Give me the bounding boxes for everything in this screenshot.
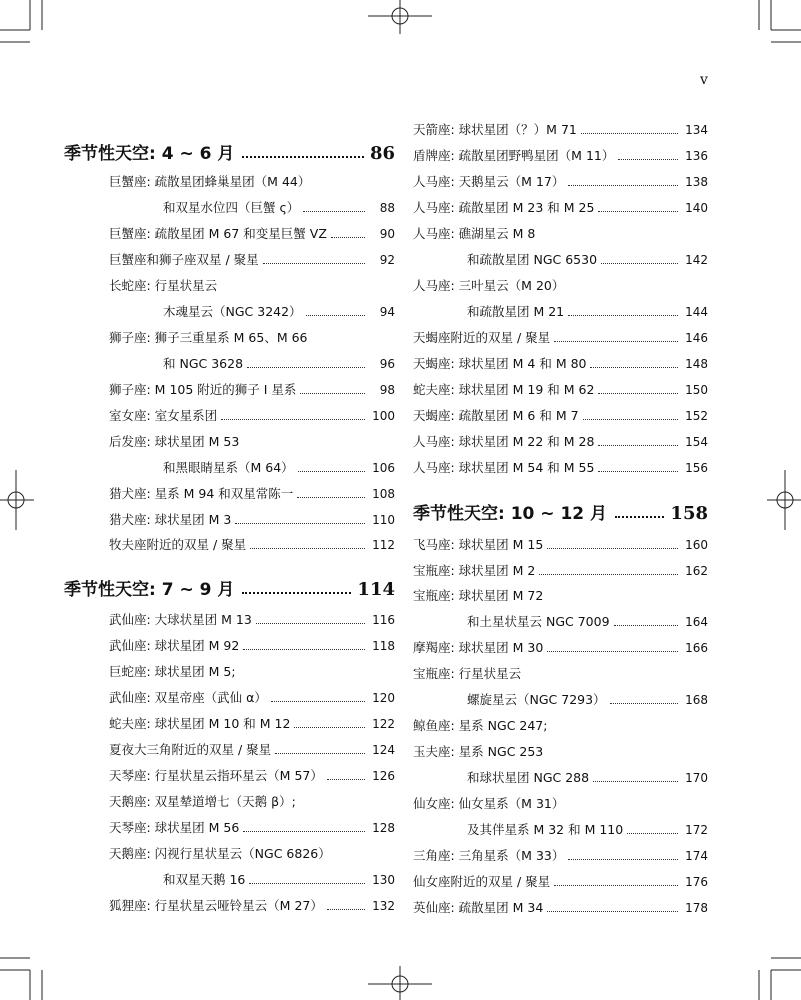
entry-title: 武仙座: 大球状星团 M 13 — [109, 612, 252, 627]
section-heading[interactable] — [64, 574, 395, 600]
toc-entry[interactable] — [413, 404, 708, 424]
entry-page-number: 160 — [685, 538, 708, 552]
toc-entry[interactable] — [413, 170, 708, 190]
entry-page-number: 148 — [685, 357, 708, 371]
dot-leader — [539, 574, 678, 575]
dot-leader — [568, 315, 678, 316]
entry-title: 人马座: 疏散星团 M 23 和 M 25 — [413, 200, 595, 215]
entry-page-number: 162 — [685, 564, 708, 578]
dot-leader — [327, 779, 365, 780]
entry-title: 和疏散星团 NGC 6530 — [467, 252, 598, 267]
toc-entry[interactable] — [109, 248, 395, 268]
toc-entry[interactable] — [109, 790, 395, 810]
toc-entry[interactable] — [467, 766, 708, 786]
dot-leader — [294, 727, 365, 728]
entry-page-number: 132 — [372, 899, 395, 913]
dot-leader — [242, 156, 364, 158]
entry-title: 鲸鱼座: 星系 NGC 247; — [413, 718, 548, 733]
entry-page-number: 144 — [685, 305, 708, 319]
toc-entry[interactable] — [413, 274, 708, 294]
entry-page-number: 128 — [372, 821, 395, 835]
dot-leader — [581, 133, 678, 134]
entry-title: 巨蟹座和狮子座双星 / 聚星 — [109, 252, 259, 267]
toc-entry[interactable] — [413, 584, 708, 604]
toc-entry[interactable] — [413, 896, 708, 916]
dot-leader — [303, 211, 365, 212]
toc-entry[interactable] — [109, 222, 395, 242]
entry-page-number: 112 — [372, 538, 395, 552]
entry-title: 猎犬座: 球状星团 M 3 — [109, 512, 232, 527]
entry-title: 猎犬座: 星系 M 94 和双星常陈一 — [109, 486, 294, 501]
entry-title: 天琴座: 球状星团 M 56 — [109, 820, 240, 835]
toc-entry[interactable] — [163, 300, 395, 320]
toc-entry[interactable] — [109, 274, 395, 294]
toc-entry[interactable] — [413, 196, 708, 216]
entry-page-number: 146 — [685, 331, 708, 345]
section-title: 季节性天空: 7 ~ 9 月 — [64, 580, 235, 600]
entry-title: 巨蟹座: 疏散星团 M 67 和变星巨蟹 VZ — [109, 226, 327, 241]
toc-entry[interactable] — [109, 660, 395, 680]
entry-title: 和疏散星团 M 21 — [467, 304, 565, 319]
entry-title: 和土星状星云 NGC 7009 — [467, 614, 610, 629]
dot-leader — [221, 419, 365, 420]
toc-entry[interactable] — [413, 533, 708, 553]
toc-entry[interactable] — [109, 430, 395, 450]
entry-title: 蛇夫座: 球状星团 M 10 和 M 12 — [109, 716, 291, 731]
dot-leader — [263, 263, 365, 264]
entry-page-number: 172 — [685, 823, 708, 837]
entry-title: 和黑眼睛星系（M 64） — [163, 460, 294, 475]
dot-leader — [297, 497, 365, 498]
entry-page-number: 152 — [685, 409, 708, 423]
entry-title: 室女座: 室女星系团 — [109, 408, 218, 423]
toc-entry[interactable] — [109, 608, 395, 628]
entry-title: 人马座: 球状星团 M 22 和 M 28 — [413, 434, 595, 449]
dot-leader — [247, 367, 365, 368]
section-heading[interactable] — [64, 138, 395, 164]
toc-entry[interactable] — [109, 712, 395, 732]
entry-page-number: 120 — [372, 691, 395, 705]
entry-title: 和球状星团 NGC 288 — [467, 770, 590, 785]
toc-entry[interactable] — [413, 118, 708, 138]
entry-title: 蛇夫座: 球状星团 M 19 和 M 62 — [413, 382, 595, 397]
section-page-number: 114 — [357, 579, 395, 600]
entry-page-number: 150 — [685, 383, 708, 397]
page-folio: v — [700, 72, 708, 88]
toc-entry[interactable] — [109, 738, 395, 758]
dot-leader — [327, 909, 365, 910]
toc-entry[interactable] — [467, 300, 708, 320]
section-page-number: 86 — [369, 143, 395, 164]
entry-title: 天蝎座附近的双星 / 聚星 — [413, 330, 551, 345]
section-heading[interactable] — [413, 498, 708, 524]
entry-title: 宝瓶座: 行星状星云 — [413, 666, 522, 681]
entry-page-number: 168 — [685, 693, 708, 707]
dot-leader — [614, 625, 678, 626]
toc-entry[interactable] — [413, 792, 708, 812]
entry-page-number: 116 — [372, 613, 395, 627]
entry-page-number: 130 — [372, 873, 395, 887]
dot-leader — [306, 315, 365, 316]
toc-entry[interactable] — [163, 456, 395, 476]
dot-leader — [583, 419, 678, 420]
entry-title: 天琴座: 行星状星云指环星云（M 57） — [109, 768, 323, 783]
dot-leader — [590, 367, 678, 368]
entry-title: 及其伴星系 M 32 和 M 110 — [467, 822, 624, 837]
entry-page-number: 126 — [372, 769, 395, 783]
toc-entry[interactable] — [413, 456, 708, 476]
dot-leader — [243, 831, 365, 832]
dot-leader — [598, 445, 678, 446]
dot-leader — [568, 185, 678, 186]
entry-title: 夏夜大三角附近的双星 / 聚星 — [109, 742, 272, 757]
dot-leader — [235, 523, 365, 524]
entry-page-number: 98 — [379, 383, 395, 397]
entry-page-number: 138 — [685, 175, 708, 189]
toc-entry[interactable] — [163, 868, 395, 888]
entry-title: 长蛇座: 行星状星云 — [109, 278, 218, 293]
toc-entry[interactable] — [413, 662, 708, 682]
entry-title: 牧夫座附近的双星 / 聚星 — [109, 537, 247, 552]
dot-leader — [554, 341, 678, 342]
toc-entry[interactable] — [413, 352, 708, 372]
entry-page-number: 92 — [379, 253, 395, 267]
entry-page-number: 136 — [685, 149, 708, 163]
entry-page-number: 174 — [685, 849, 708, 863]
entry-title: 仙女座: 仙女星系（M 31） — [413, 796, 565, 811]
entry-title: 武仙座: 球状星团 M 92 — [109, 638, 240, 653]
entry-page-number: 118 — [372, 639, 395, 653]
toc-entry[interactable] — [109, 764, 395, 784]
entry-page-number: 108 — [372, 487, 395, 501]
entry-title: 巨蛇座: 球状星团 M 5; — [109, 664, 236, 679]
toc-entry[interactable] — [163, 352, 395, 372]
entry-page-number: 156 — [685, 461, 708, 475]
entry-title: 仙女座附近的双星 / 聚星 — [413, 874, 551, 889]
toc-entry[interactable] — [163, 196, 395, 216]
dot-leader — [243, 649, 365, 650]
dot-leader — [554, 885, 678, 886]
entry-page-number: 142 — [685, 253, 708, 267]
entry-page-number: 166 — [685, 641, 708, 655]
toc-entry[interactable] — [467, 818, 708, 838]
entry-title: 天鹅座: 闪视行星状星云（NGC 6826） — [109, 846, 331, 861]
toc-entry[interactable] — [109, 816, 395, 836]
toc-entry[interactable] — [109, 378, 395, 398]
entry-page-number: 178 — [685, 901, 708, 915]
dot-leader — [593, 781, 678, 782]
entry-title: 人马座: 天鹅星云（M 17） — [413, 174, 565, 189]
entry-title: 三角座: 三角星系（M 33） — [413, 848, 565, 863]
section-title: 季节性天空: 4 ~ 6 月 — [64, 144, 235, 164]
entry-page-number: 154 — [685, 435, 708, 449]
toc-entry[interactable] — [413, 870, 708, 890]
dot-leader — [547, 911, 678, 912]
entry-title: 狐狸座: 行星状星云哑铃星云（M 27） — [109, 898, 323, 913]
dot-leader — [300, 393, 365, 394]
dot-leader — [547, 548, 678, 549]
entry-title: 巨蟹座: 疏散星团蜂巢星团（M 44） — [109, 174, 311, 189]
dot-leader — [618, 159, 678, 160]
entry-page-number: 96 — [379, 357, 395, 371]
entry-title: 天蝎座: 球状星团 M 4 和 M 80 — [413, 356, 587, 371]
entry-page-number: 140 — [685, 201, 708, 215]
entry-title: 人马座: 球状星团 M 54 和 M 55 — [413, 460, 595, 475]
entry-title: 飞马座: 球状星团 M 15 — [413, 537, 544, 552]
toc-entry[interactable] — [109, 482, 395, 502]
entry-title: 狮子座: M 105 附近的狮子 I 星系 — [109, 382, 297, 397]
entry-title: 天蝎座: 疏散星团 M 6 和 M 7 — [413, 408, 579, 423]
section-page-number: 158 — [670, 503, 708, 524]
toc-entry[interactable] — [109, 404, 395, 424]
toc-entry[interactable] — [109, 894, 395, 914]
entry-title: 天箭座: 球状星团（？）M 71 — [413, 122, 577, 137]
entry-page-number: 170 — [685, 771, 708, 785]
entry-page-number: 164 — [685, 615, 708, 629]
toc-entry[interactable] — [109, 170, 395, 190]
entry-title: 和双星天鹅 16 — [163, 872, 246, 887]
toc-entry[interactable] — [467, 248, 708, 268]
entry-page-number: 110 — [372, 513, 395, 527]
entry-page-number: 122 — [372, 717, 395, 731]
entry-page-number: 90 — [379, 227, 395, 241]
entry-title: 和双星水位四（巨蟹 ς） — [163, 200, 300, 215]
entry-page-number: 176 — [685, 875, 708, 889]
entry-title: 宝瓶座: 球状星团 M 2 — [413, 563, 536, 578]
dot-leader — [275, 753, 365, 754]
toc-entry[interactable] — [467, 688, 708, 708]
entry-page-number: 94 — [379, 305, 395, 319]
dot-leader — [271, 701, 365, 702]
dot-leader — [568, 859, 678, 860]
entry-page-number: 88 — [379, 201, 395, 215]
toc-entry[interactable] — [413, 844, 708, 864]
toc-entry[interactable] — [109, 533, 395, 553]
toc-entry[interactable] — [413, 559, 708, 579]
toc-entry[interactable] — [467, 610, 708, 630]
entry-title: 后发座: 球状星团 M 53 — [109, 434, 240, 449]
toc-entry[interactable] — [413, 636, 708, 656]
dot-leader — [250, 548, 365, 549]
toc-entry[interactable] — [413, 326, 708, 346]
dot-leader — [256, 623, 365, 624]
entry-title: 人马座: 礁湖星云 M 8 — [413, 226, 536, 241]
toc-entry[interactable] — [109, 634, 395, 654]
dot-leader — [298, 471, 365, 472]
toc-entry[interactable] — [109, 842, 395, 862]
dot-leader — [242, 592, 351, 594]
toc-entry[interactable] — [413, 740, 708, 760]
entry-title: 宝瓶座: 球状星团 M 72 — [413, 588, 544, 603]
dot-leader — [610, 703, 678, 704]
entry-page-number: 106 — [372, 461, 395, 475]
entry-title: 和 NGC 3628 — [163, 356, 244, 371]
entry-title: 英仙座: 疏散星团 M 34 — [413, 900, 544, 915]
entry-page-number: 100 — [372, 409, 395, 423]
toc-entry[interactable] — [413, 714, 708, 734]
entry-title: 螺旋星云（NGC 7293） — [467, 692, 606, 707]
toc-entry[interactable] — [109, 508, 395, 528]
dot-leader — [627, 833, 678, 834]
entry-page-number: 134 — [685, 123, 708, 137]
dot-leader — [249, 883, 365, 884]
entry-title: 摩羯座: 球状星团 M 30 — [413, 640, 544, 655]
dot-leader — [598, 211, 678, 212]
entry-title: 玉夫座: 星系 NGC 253 — [413, 744, 544, 759]
entry-title: 天鹅座: 双星辇道增七（天鹅 β）; — [109, 794, 296, 809]
toc-entry[interactable] — [413, 378, 708, 398]
toc-entry[interactable] — [413, 222, 708, 242]
entry-title: 人马座: 三叶星云（M 20） — [413, 278, 565, 293]
dot-leader — [598, 393, 678, 394]
entry-page-number: 124 — [372, 743, 395, 757]
dot-leader — [615, 516, 664, 518]
entry-title: 木魂星云（NGC 3242） — [163, 304, 302, 319]
entry-title: 狮子座: 狮子三重星系 M 65、M 66 — [109, 330, 308, 345]
toc-entry[interactable] — [413, 144, 708, 164]
entry-title: 盾牌座: 疏散星团野鸭星团（M 11） — [413, 148, 615, 163]
dot-leader — [331, 237, 365, 238]
dot-leader — [547, 651, 678, 652]
toc-entry[interactable] — [413, 430, 708, 450]
toc-entry[interactable] — [109, 326, 395, 346]
section-title: 季节性天空: 10 ~ 12 月 — [413, 504, 608, 524]
toc-entry[interactable] — [109, 686, 395, 706]
entry-title: 武仙座: 双星帝座（武仙 α） — [109, 690, 267, 705]
dot-leader — [601, 263, 678, 264]
dot-leader — [598, 471, 678, 472]
